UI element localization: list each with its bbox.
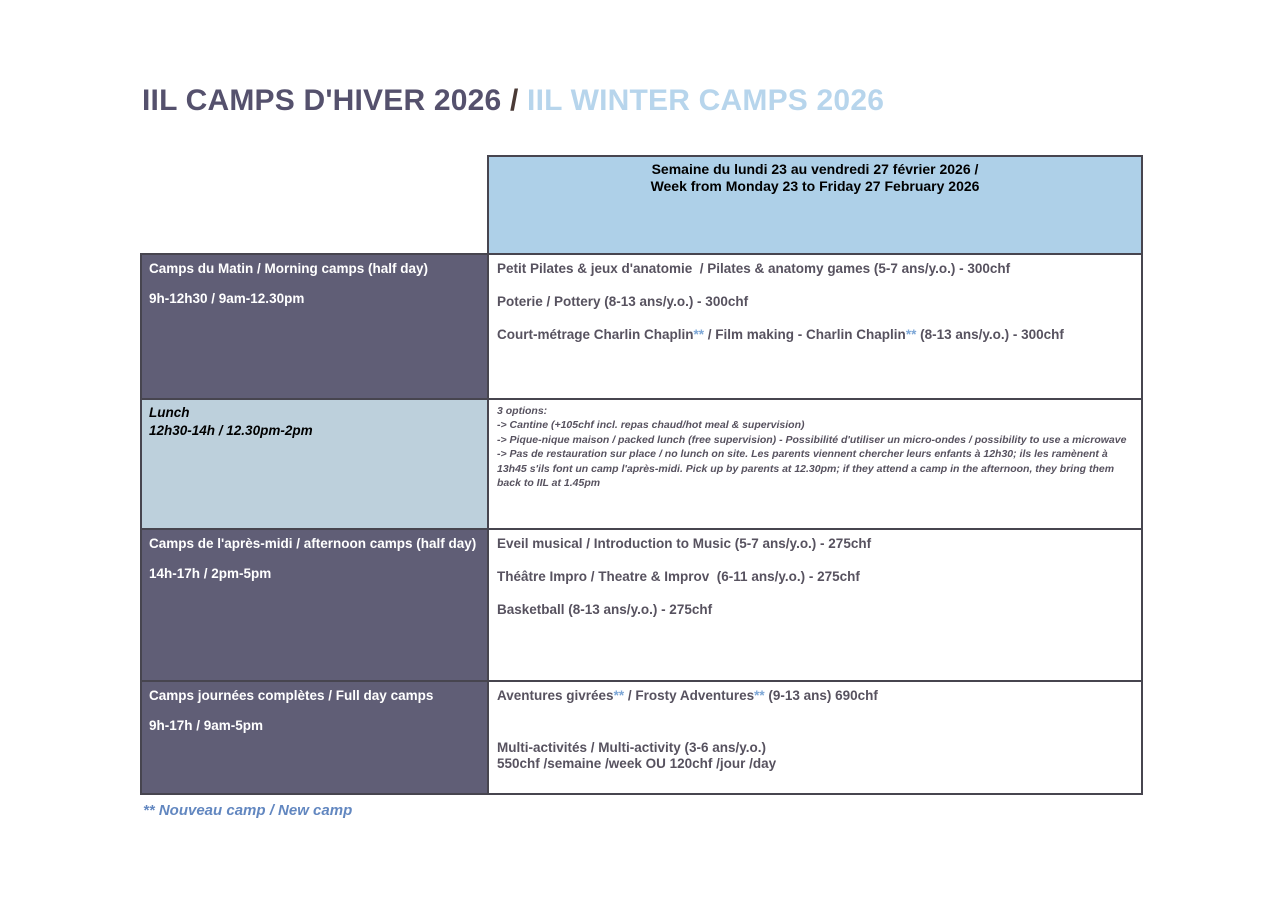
camp-item-multiactivity: Multi-activités / Multi-activity (3-6 ans/y.o.) xyxy=(497,740,767,755)
lunch-options-intro: 3 options: xyxy=(497,405,548,417)
lunch-option-cantine: -> Cantine (+105chf incl. repas chaud/hot meal & supervision) xyxy=(497,419,805,432)
fullday-label-time: 9h-17h / 9am-5pm xyxy=(149,718,264,733)
week-header-line1: Semaine du lundi 23 au vendredi 27 février 2026 / xyxy=(651,161,979,177)
lunch-content-cell xyxy=(487,398,1143,528)
new-camp-asterisk: ** xyxy=(754,688,765,703)
lunch-label-title: Lunch xyxy=(149,405,190,420)
lunch-option-packed: -> Pique-nique maison / packed lunch (free supervision) - Possibilité d'utiliser un micro-ondes / possibility to use a microwave xyxy=(497,433,1127,446)
new-camp-asterisk: ** xyxy=(613,688,625,703)
afternoon-label-cell xyxy=(140,528,487,680)
camp-item-theatre: Théâtre Impro / Theatre & Improv (6-11 ans/y.o.) - 275chf xyxy=(497,569,860,584)
afternoon-label-title: Camps de l'après-midi / afternoon camps (half day) xyxy=(149,536,477,551)
camp-item-pilates: Petit Pilates & jeux d'anatomie / Pilates & anatomy games (5-7 ans/y.o.) - 300chf xyxy=(497,261,1011,276)
week-header-cell xyxy=(487,155,1143,253)
title-english: IIL WINTER CAMPS 2026 xyxy=(527,84,885,117)
page-title xyxy=(142,84,1142,118)
morning-label-time: 9h-12h30 / 9am-12.30pm xyxy=(149,291,305,306)
new-camp-asterisk: ** xyxy=(905,327,917,342)
lunch-label-cell xyxy=(140,398,487,528)
schedule-table xyxy=(140,155,1143,795)
camp-item-music: Eveil musical / Introduction to Music (5-7 ans/y.o.) - 275chf xyxy=(497,536,872,551)
week-header-line2: Week from Monday 23 to Friday 27 February 2026 xyxy=(650,178,980,194)
title-separator: / xyxy=(501,84,528,117)
new-camp-asterisk: ** xyxy=(693,327,705,342)
morning-content-cell xyxy=(487,253,1143,398)
afternoon-content-cell xyxy=(487,528,1143,680)
fullday-label-title: Camps journées complètes / Full day camps xyxy=(149,688,434,703)
title-french: IIL CAMPS D'HIVER 2026 xyxy=(142,84,502,117)
morning-label-title: Camps du Matin / Morning camps (half day) xyxy=(149,261,429,276)
afternoon-label-time: 14h-17h / 2pm-5pm xyxy=(149,566,272,581)
camp-item-frosty: Aventures givrées** / Frosty Adventures** (9-13 ans) 690chf xyxy=(497,688,878,703)
camp-item-basketball: Basketball (8-13 ans/y.o.) - 275chf xyxy=(497,602,713,617)
lunch-option-no-lunch: -> Pas de restauration sur place / no lunch on site. Les parents viennent chercher leurs enfants à 12h30; ils les ramènent à 13h45 s'ils font un camp l'après-midi. Pick up by parents at 12.30pm; if they attend a camp in the afternoon, they bring them back to IIL at 1.45pm xyxy=(497,448,1117,490)
fullday-content-cell xyxy=(487,680,1143,795)
morning-label-cell xyxy=(140,253,487,398)
camp-item-multiactivity-price: 550chf /semaine /week OU 120chf /jour /day xyxy=(497,756,777,771)
camp-item-pottery: Poterie / Pottery (8-13 ans/y.o.) - 300chf xyxy=(497,294,749,309)
footnote-new-camp: ** Nouveau camp / New camp xyxy=(143,802,353,819)
camp-item-film: Court-métrage Charlin Chaplin** / Film making - Charlin Chaplin** (8-13 ans/y.o.) - 300chf xyxy=(497,327,1064,342)
lunch-label-time: 12h30-14h / 12.30pm-2pm xyxy=(149,423,313,438)
fullday-label-cell xyxy=(140,680,487,795)
